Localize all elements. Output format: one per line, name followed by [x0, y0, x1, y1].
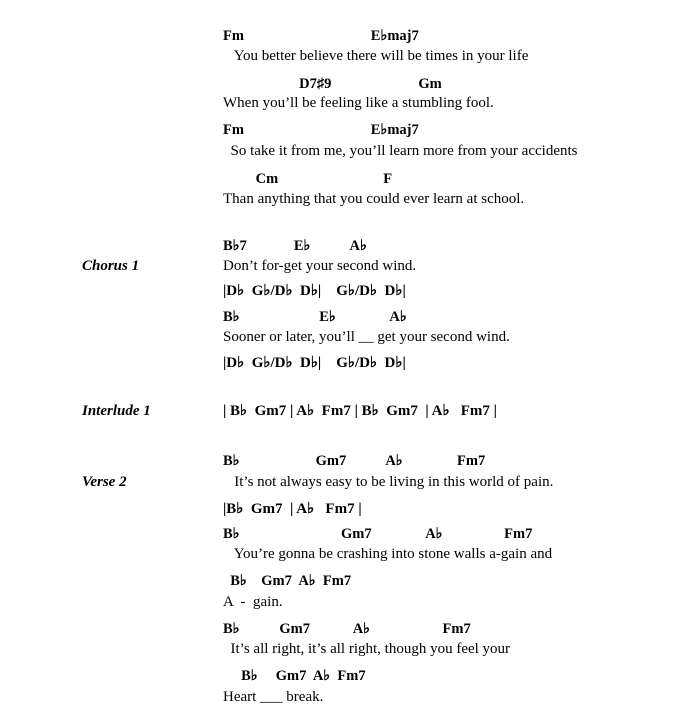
lyric-line: You better believe there will be times in your life — [223, 48, 529, 64]
chord-line: Cm F — [223, 171, 393, 187]
chord-line: B♭ Gm7 A♭ Fm7 — [223, 453, 486, 469]
lyric-line: Than anything that you could ever learn at school. — [223, 191, 525, 207]
measure-line: | B♭ Gm7 | A♭ Fm7 | B♭ Gm7 | A♭ Fm7 | — [223, 403, 497, 419]
lyric-line: It’s all right, it’s all right, though you feel your — [223, 641, 511, 657]
section-label-verse-2: Verse 2 — [82, 474, 127, 490]
chord-line: B♭ Gm7 A♭ Fm7 — [223, 668, 366, 684]
lyric-line: You’re gonna be crashing into stone walls a-gain and — [223, 546, 553, 562]
lyric-line: When you’ll be feeling like a stumbling fool. — [223, 95, 494, 111]
chord-line: B♭ Gm7 A♭ Fm7 — [223, 621, 471, 637]
chord-line: Fm E♭maj7 — [223, 28, 419, 44]
chord-line: B♭ Gm7 A♭ Fm7 — [223, 526, 533, 542]
lyric-line: A - gain. — [223, 594, 283, 610]
lyric-line: Heart ___ break. — [223, 689, 324, 705]
measure-line: |D♭ G♭/D♭ D♭| G♭/D♭ D♭| — [223, 355, 406, 371]
chord-line: D7♯9 Gm — [223, 76, 442, 92]
measure-line: |D♭ G♭/D♭ D♭| G♭/D♭ D♭| — [223, 283, 406, 299]
chord-line: B♭ Gm7 A♭ Fm7 — [223, 573, 352, 589]
lyric-line: Sooner or later, you’ll __ get your second wind. — [223, 329, 510, 345]
measure-line: |B♭ Gm7 | A♭ Fm7 | — [223, 501, 362, 517]
chord-line: B♭7 E♭ A♭ — [223, 238, 367, 254]
chord-line: Fm E♭maj7 — [223, 122, 419, 138]
section-label-chorus-1: Chorus 1 — [82, 258, 140, 274]
lyric-line: So take it from me, you’ll learn more from your accidents — [223, 143, 578, 159]
chord-line: B♭ E♭ A♭ — [223, 309, 407, 325]
lyric-line: It’s not always easy to be living in this world of pain. — [223, 474, 554, 490]
section-label-interlude-1: Interlude 1 — [82, 403, 151, 419]
lyric-line: Don’t for-get your second wind. — [223, 258, 417, 274]
